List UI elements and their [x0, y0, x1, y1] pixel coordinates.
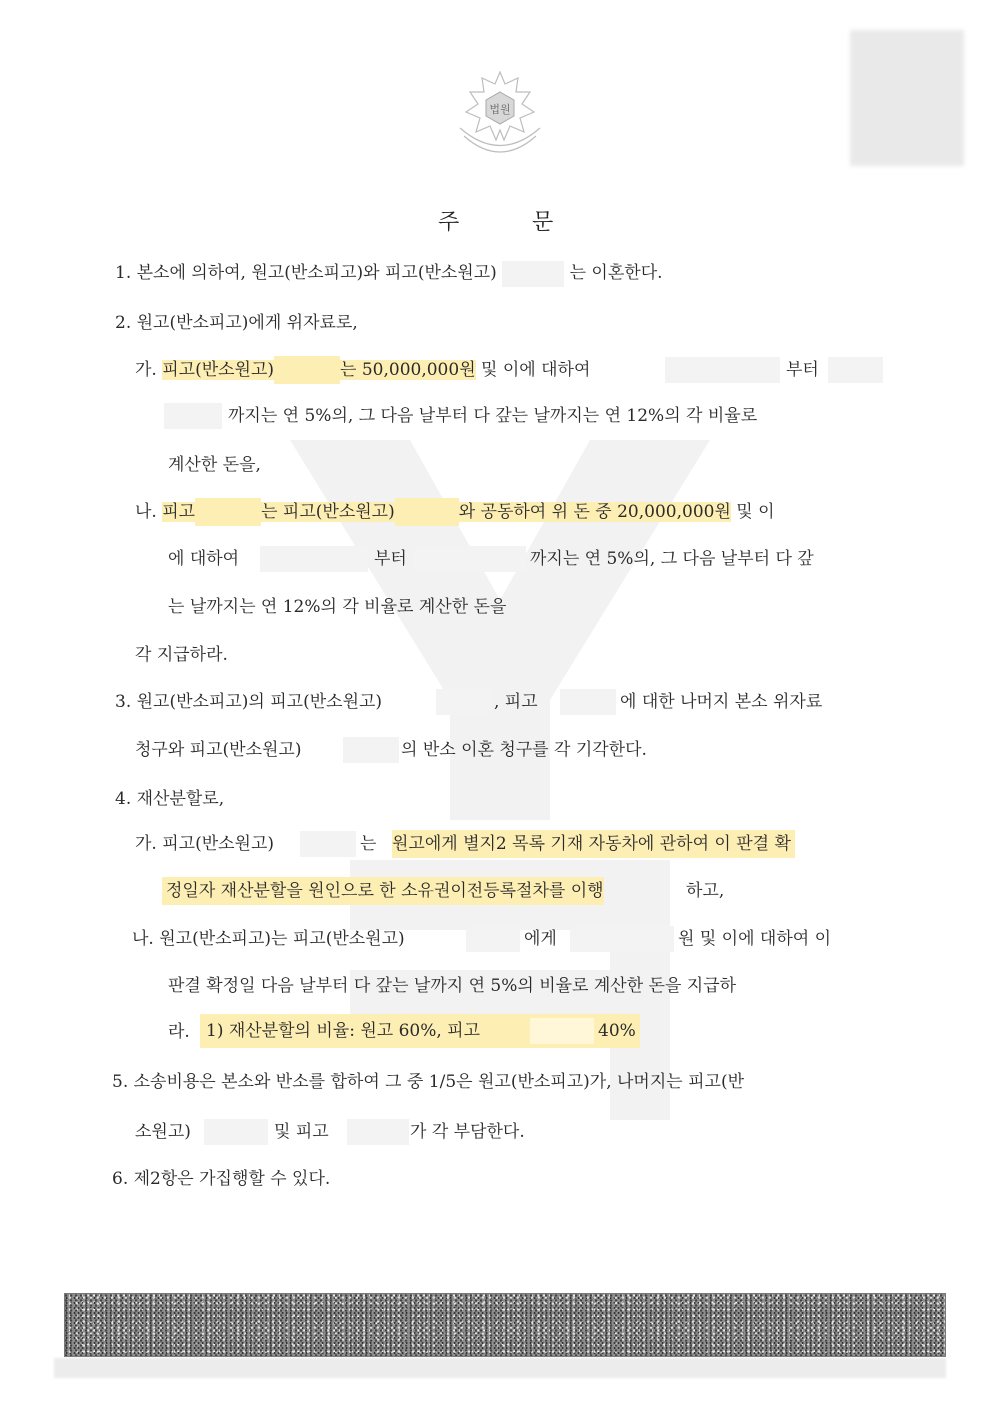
name-redaction [530, 1018, 594, 1044]
footer-noise-redaction [64, 1293, 946, 1357]
clause-3: 3. 원고(반소피고)의 피고(반소원고) [115, 692, 383, 712]
date-redaction [414, 546, 526, 572]
clause-1-text: 1. 본소에 의하여, 원고(반소피고)와 피고(반소원고) [115, 263, 497, 283]
clause-text: 에 대하여 [168, 549, 240, 569]
clause-text: 나. 원고(반소피고)는 피고(반소원고) [132, 929, 405, 949]
clause-text: 하고, [686, 881, 725, 901]
name-redaction [560, 689, 616, 715]
title-right: 문 [532, 210, 554, 235]
clause-text: 는 [360, 834, 377, 854]
name-redaction [195, 498, 261, 526]
clause-text: , 피고 [494, 692, 538, 712]
clause-text: 각 지급하라. [135, 645, 228, 665]
clause-text: 청구와 피고(반소원고) [135, 740, 302, 760]
court-seal [450, 68, 550, 158]
highlight-text: 피고 [162, 502, 196, 522]
highlight-text: 1) 재산분할의 비율: 원고 60%, 피고 [206, 1021, 481, 1041]
clause-text: 에게 [524, 929, 557, 949]
stamp-redaction [850, 30, 964, 166]
clause-text: 부터 [374, 549, 407, 569]
name-redaction [343, 737, 399, 763]
date-redaction [164, 403, 222, 429]
clause-1 [115, 259, 663, 287]
clause-text: 및 이에 대하여 [481, 360, 591, 380]
highlight-text: 와 공동하여 위 돈 중 20,000,000원 [458, 502, 731, 522]
clause-text: 및 피고 [274, 1122, 329, 1142]
highlight-text: 40% [598, 1021, 636, 1041]
highlight-text: 는 피고(반소원고) [261, 502, 395, 522]
name-redaction [347, 1119, 409, 1145]
clause-text: 에 대한 나머지 본소 위자료 [620, 692, 823, 712]
highlight-text: 피고(반소원고) [162, 360, 275, 380]
clause-text: 까지는 연 5%의, 그 다음 날부터 다 갚는 날까지는 연 12%의 각 비율로 [228, 406, 758, 426]
clause-5: 5. 소송비용은 본소와 반소를 합하여 그 중 1/5은 원고(반소피고)가, 나머지는 피고(반 [112, 1072, 744, 1092]
clause-6: 6. 제2항은 가집행할 수 있다. [112, 1169, 331, 1189]
clause-text: 의 반소 이혼 청구를 각 기각한다. [401, 740, 647, 760]
highlight-text: 정일자 재산분할을 원인으로 한 소유권이전등록절차를 이행 [162, 877, 604, 905]
clause-4: 4. 재산분할로, [115, 789, 225, 809]
clause-text: 판결 확정일 다음 날부터 다 갚는 날까지 연 5%의 비율로 계산한 돈을 지급하 [168, 976, 737, 996]
clause-text: 계산한 돈을, [168, 455, 261, 475]
footer-strip [54, 1358, 946, 1378]
clause-text: 원 및 이에 대하여 이 [678, 929, 831, 949]
clause-1-text-end: 는 이혼한다. [569, 263, 663, 283]
clause-text: 가. 피고(반소원고) [135, 834, 275, 854]
item-marker: 가. [135, 360, 157, 380]
clause-text: 소원고) [135, 1122, 191, 1142]
name-redaction [204, 1119, 268, 1145]
date-redaction [260, 546, 368, 572]
highlight-text: 는 50,000,000원 [340, 360, 476, 380]
item-marker: 나. [135, 502, 157, 522]
name-redaction [300, 831, 356, 857]
clause-text: 및 이 [736, 502, 775, 522]
seal-text: 법원 [489, 103, 511, 116]
clause-text: 부터 [786, 360, 819, 380]
date-redaction [828, 357, 883, 383]
date-redaction [665, 357, 780, 383]
clause-text: 라. [168, 1022, 190, 1042]
name-redaction [436, 689, 492, 715]
clause-text: 가 각 부담한다. [410, 1122, 525, 1142]
name-redaction [274, 356, 340, 384]
amount-redaction [570, 926, 674, 952]
highlight-text: 원고에게 별지2 목록 기재 자동차에 관하여 이 판결 확 [392, 830, 795, 858]
clause-text: 까지는 연 5%의, 그 다음 날부터 다 갚 [530, 549, 814, 569]
clause-2-ga [135, 356, 590, 384]
name-redaction [502, 261, 564, 287]
name-redaction [466, 926, 520, 952]
clause-2: 2. 원고(반소피고)에게 위자료로, [115, 313, 358, 333]
title-left: 주 [438, 210, 460, 235]
clause-text: 는 날까지는 연 12%의 각 비율로 계산한 돈을 [168, 597, 507, 617]
clause-2-na [135, 498, 775, 526]
name-redaction [395, 498, 459, 526]
